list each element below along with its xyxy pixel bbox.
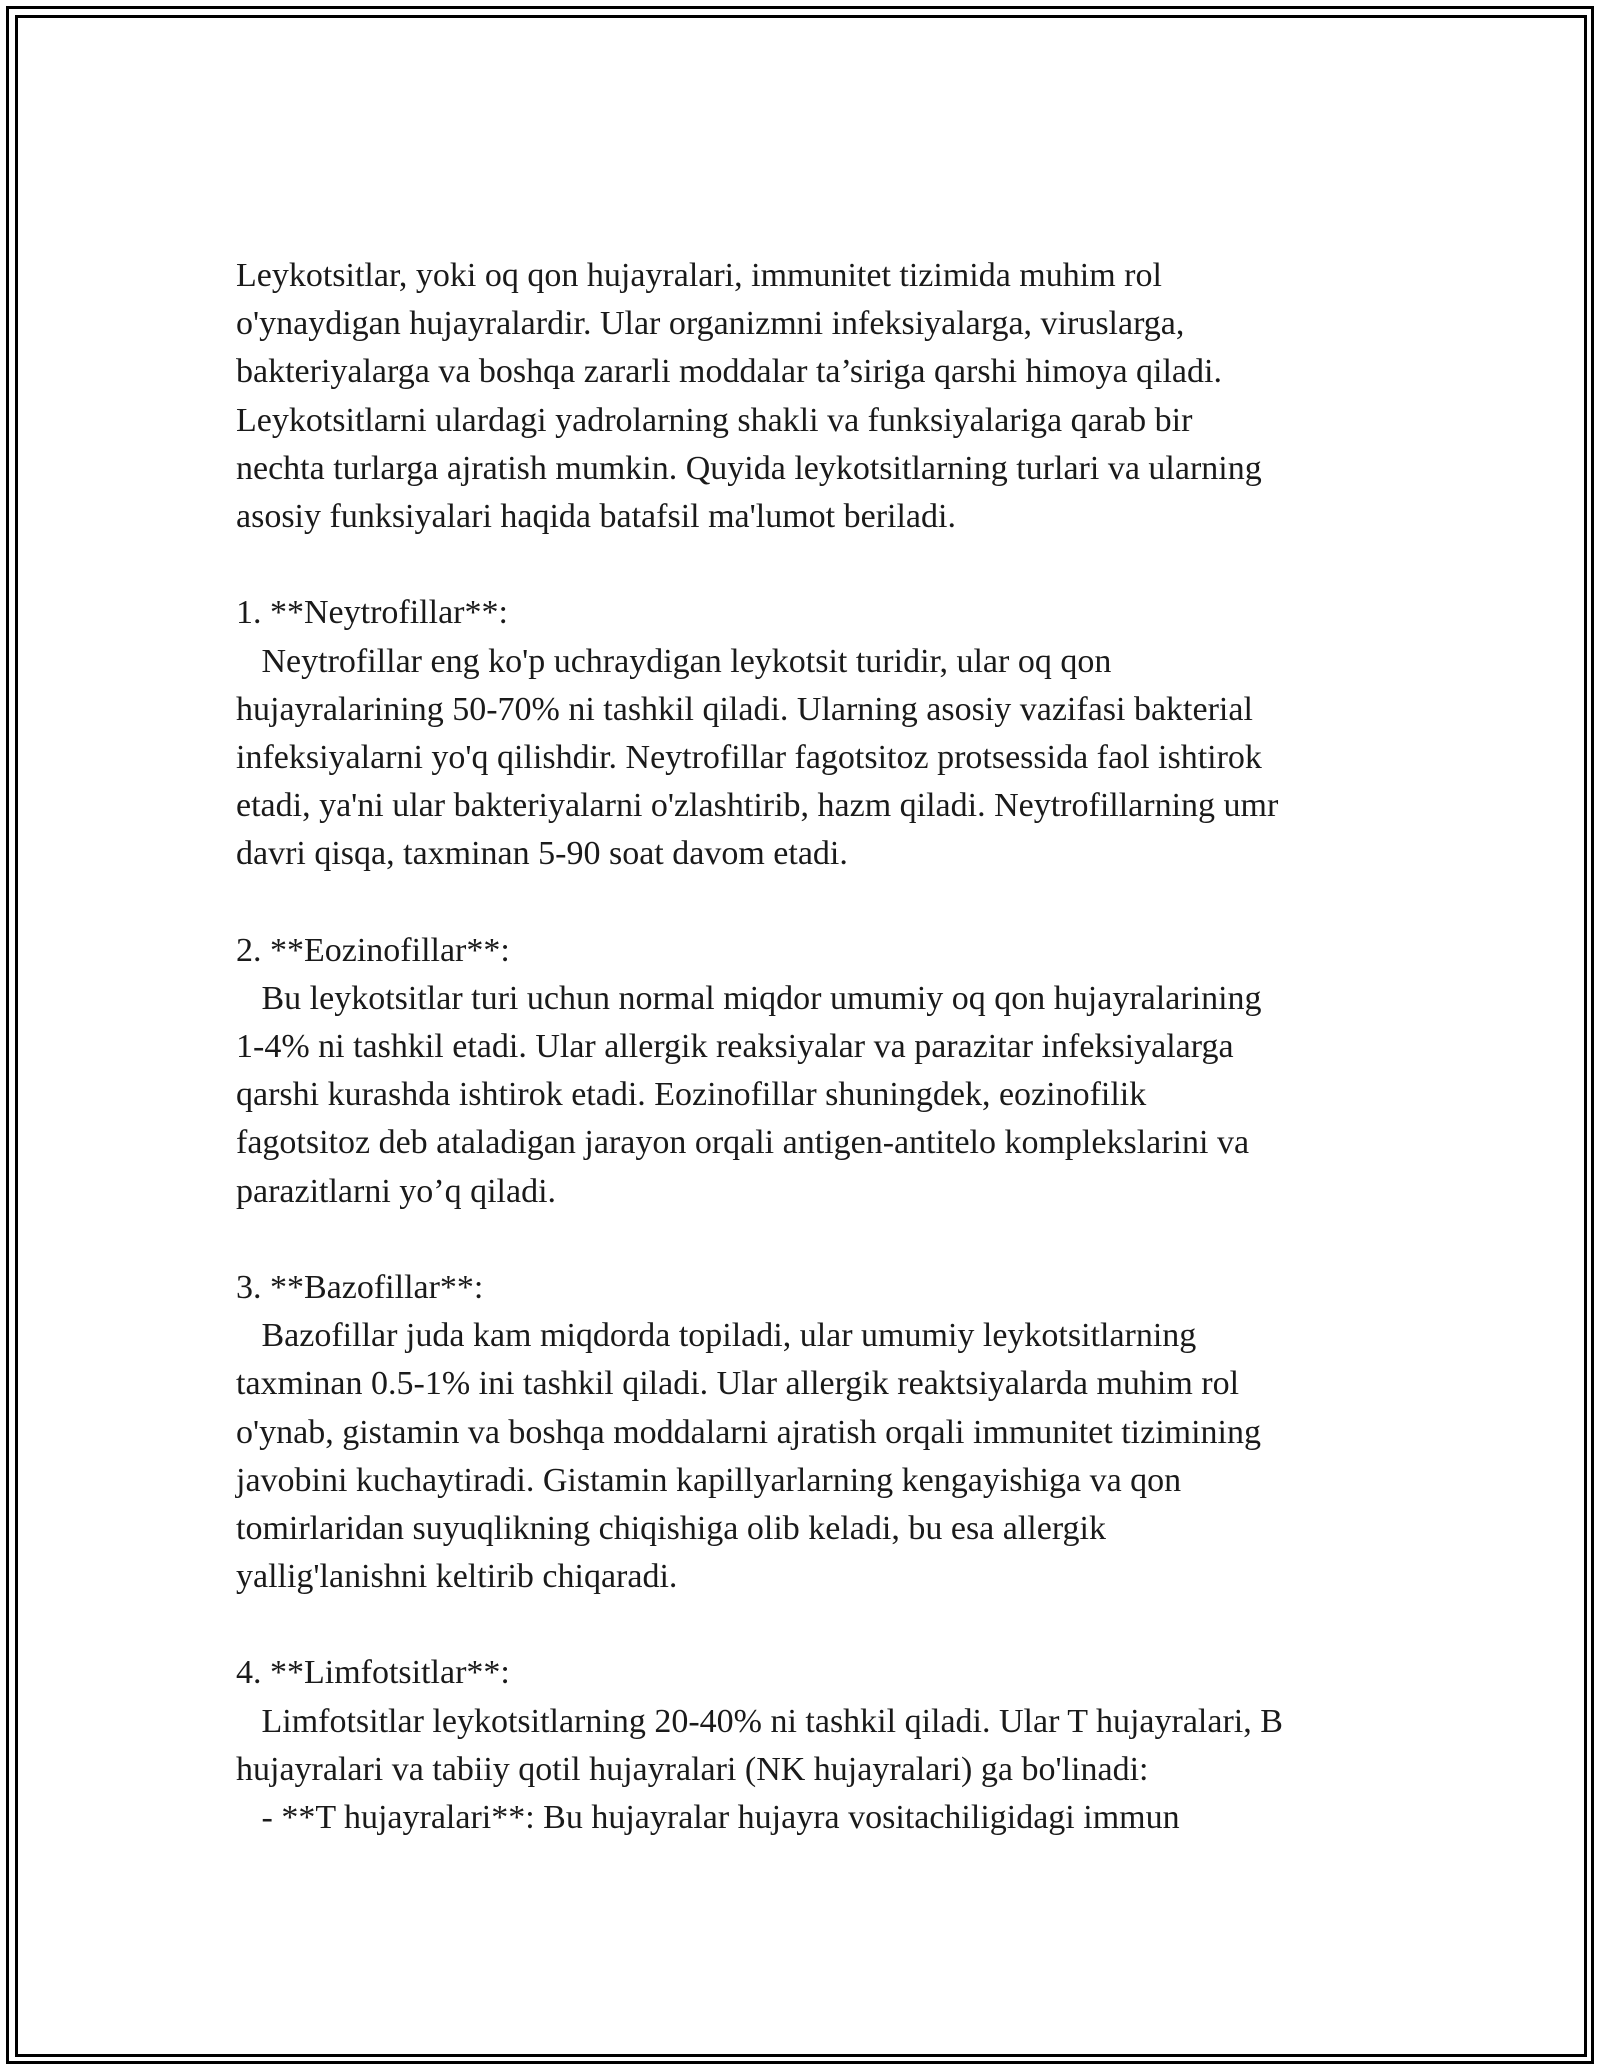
- text-line: nechta turlarga ajratish mumkin. Quyida leykotsitlarning turlari va ularning: [236, 449, 1262, 487]
- text-line: Neytrofillar eng ko'p uchraydigan leykotsit turidir, ular oq qon: [236, 642, 1112, 680]
- text-line: javobini kuchaytiradi. Gistamin kapillyarlarning kengayishiga va qon: [236, 1461, 1182, 1499]
- text-line: - **T hujayralari**: Bu hujayralar hujayra vositachiligidagi immun: [236, 1799, 1180, 1836]
- text-line: tomirlaridan suyuqlikning chiqishiga olib keladi, bu esa allergik: [236, 1509, 1106, 1547]
- text-line: davri qisqa, taxminan 5-90 soat davom etadi.: [236, 835, 848, 873]
- section-heading: 1. **Neytrofillar**:: [236, 594, 508, 632]
- section-heading: 3. **Bazofillar**:: [236, 1268, 484, 1306]
- paragraph-spacer: [236, 1216, 1386, 1264]
- intro-paragraph: [236, 252, 1386, 541]
- text-line: parazitlarni yo’q qiladi.: [236, 1172, 557, 1210]
- document-body: [236, 252, 1386, 1842]
- text-line: fagotsitoz deb ataladigan jarayon orqali antigen-antitelo komplekslarini va: [236, 1124, 1250, 1162]
- text-line: hujayralarining 50-70% ni tashkil qiladi. Ularning asosiy vazifasi bakterial: [236, 690, 1253, 728]
- text-line: asosiy funksiyalari haqida batafsil ma'lumot beriladi.: [236, 497, 956, 535]
- section-heading: 4. **Limfotsitlar**:: [236, 1654, 510, 1692]
- text-line: o'ynaydigan hujayralardir. Ular organizmni infeksiyalarga, viruslarga,: [236, 305, 1185, 343]
- text-line: taxminan 0.5-1% ini tashkil qiladi. Ular allergik reaktsiyalarda muhim rol: [236, 1365, 1240, 1403]
- text-line: hujayralari va tabiiy qotil hujayralari (NK hujayralari) ga bo'linadi:: [236, 1750, 1149, 1788]
- paragraph-spacer: [236, 1601, 1386, 1649]
- section-heading: 2. **Eozinofillar**:: [236, 931, 510, 969]
- paragraph-spacer: [236, 541, 1386, 589]
- text-line: infeksiyalarni yo'q qilishdir. Neytrofillar fagotsitoz protsessida faol ishtirok: [236, 738, 1262, 776]
- paragraph-spacer: [236, 878, 1386, 926]
- text-line: Leykotsitlarni ulardagi yadrolarning shakli va funksiyalariga qarab bir: [236, 401, 1193, 439]
- text-line: yallig'lanishni keltirib chiqaradi.: [236, 1558, 678, 1596]
- text-line: qarshi kurashda ishtirok etadi. Eozinofillar shuningdek, eozinofilik: [236, 1076, 1147, 1114]
- section-neytrofillar: [236, 589, 1386, 878]
- text-line: o'ynab, gistamin va boshqa moddalarni ajratish orqali immunitet tizimining: [236, 1413, 1261, 1451]
- text-line: Bazofillar juda kam miqdorda topiladi, ular umumiy leykotsitlarning: [236, 1317, 1197, 1355]
- text-line: bakteriyalarga va boshqa zararli moddalar ta’siriga qarshi himoya qiladi.: [236, 353, 1222, 391]
- text-line: Limfotsitlar leykotsitlarning 20-40% ni tashkil qiladi. Ular T hujayralari, B: [236, 1702, 1283, 1740]
- text-line: Leykotsitlar, yoki oq qon hujayralari, immunitet tizimida muhim rol: [236, 257, 1162, 294]
- text-line: 1-4% ni tashkil etadi. Ular allergik reaksiyalar va parazitar infeksiyalarga: [236, 1028, 1234, 1065]
- section-bazofillar: [236, 1264, 1386, 1601]
- section-eozinofillar: [236, 927, 1386, 1216]
- text-line: etadi, ya'ni ular bakteriyalarni o'zlashtirib, hazm qiladi. Neytrofillarning umr: [236, 787, 1279, 825]
- text-line: Bu leykotsitlar turi uchun normal miqdor umumiy oq qon hujayralarining: [236, 979, 1262, 1017]
- section-limfotsitlar: [236, 1649, 1386, 1842]
